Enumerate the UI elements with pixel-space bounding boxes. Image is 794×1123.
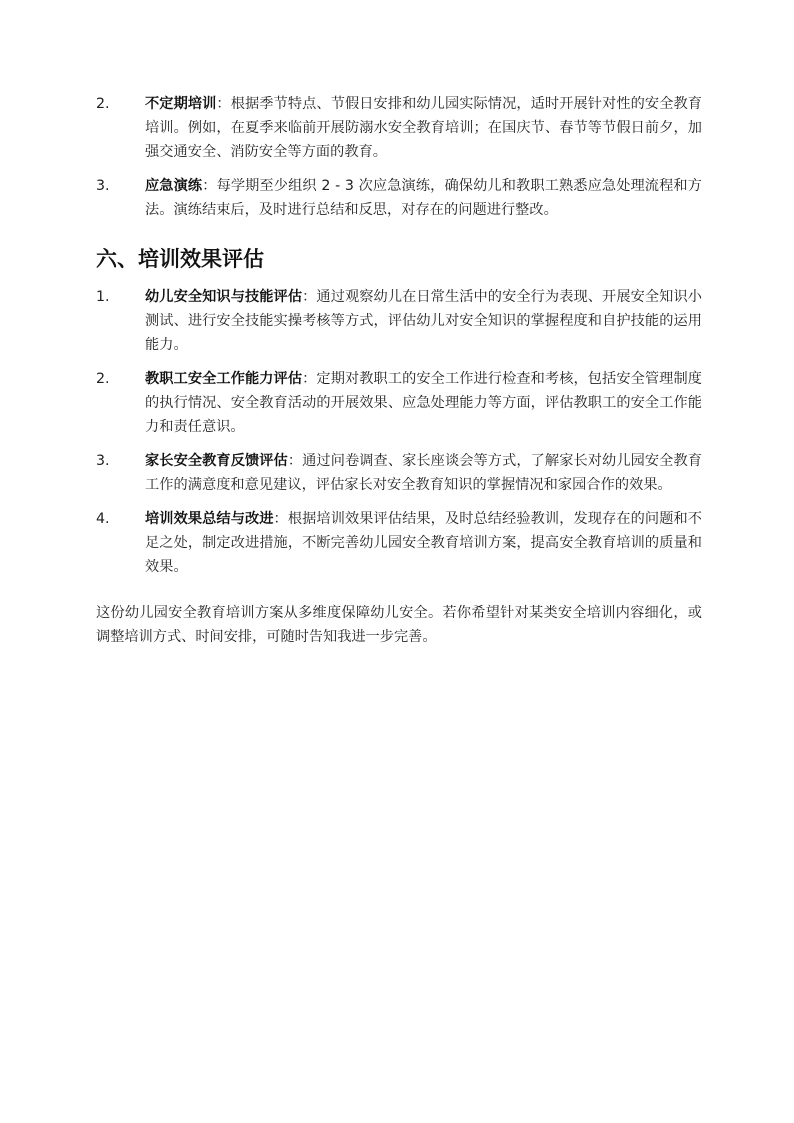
list-item-separator: ： <box>216 96 231 112</box>
list-item-body <box>145 285 702 357</box>
evaluation-list <box>96 285 702 589</box>
list-item-text: 根据培训效果评估结果，及时总结经验教训，发现存在的问题和不足之处，制定改进措施，不断完善幼儿园安全教育培训方案，提高安全教育培训的质量和效果。 <box>145 511 702 575</box>
list-item-separator: ： <box>302 371 317 387</box>
list-item-title: 不定期培训 <box>145 96 217 112</box>
list-item-body <box>145 92 702 164</box>
list-item-number: 2. <box>96 96 110 112</box>
list-item <box>96 449 702 497</box>
list-item-number: 1. <box>96 289 110 305</box>
list-item-body <box>145 507 702 579</box>
list-item-text: 每学期至少组织 2 - 3 次应急演练，确保幼儿和教职工熟悉应急处理流程和方法。演练结束后，及时进行总结和反思，对存在的问题进行整改。 <box>145 178 702 218</box>
list-item-separator: ： <box>202 178 217 194</box>
list-item-number: 3. <box>96 178 110 194</box>
closing-paragraph: 这份幼儿园安全教育培训方案从多维度保障幼儿安全。若你希望针对某类安全培训内容细化，或调整培训方式、时间安排，可随时告知我进一步完善。 <box>96 605 702 645</box>
list-item-text: 通过观察幼儿在日常生活中的安全行为表现、开展安全知识小测试、进行安全技能实操考核等方式，评估幼儿对安全知识的掌握程度和自护技能的运用能力。 <box>145 289 702 353</box>
training-schedule-list <box>96 92 702 232</box>
list-item <box>96 285 702 357</box>
list-item <box>96 507 702 579</box>
list-item-title: 培训效果总结与改进 <box>145 511 274 527</box>
list-item-title: 教职工安全工作能力评估 <box>145 371 303 387</box>
list-item-title: 应急演练 <box>145 178 203 194</box>
list-item <box>96 92 702 164</box>
list-item <box>96 367 702 439</box>
list-item-number: 2. <box>96 371 110 387</box>
list-item-title: 家长安全教育反馈评估 <box>145 453 288 469</box>
list-item-separator: ： <box>273 511 288 527</box>
list-item-body <box>145 449 702 497</box>
list-item-separator: ： <box>287 453 303 469</box>
list-item-body <box>145 367 702 439</box>
list-item-title: 幼儿安全知识与技能评估 <box>145 289 303 305</box>
section-heading: 六、培训效果评估 <box>96 247 264 271</box>
list-item-text: 通过问卷调查、家长座谈会等方式，了解家长对幼儿园安全教育工作的满意度和意见建议，评估家长对安全教育知识的掌握情况和家园合作的效果。 <box>145 453 702 493</box>
list-item <box>96 174 702 222</box>
list-item-number: 3. <box>96 453 110 469</box>
list-item-separator: ： <box>302 289 317 305</box>
list-item-body <box>145 174 702 222</box>
list-item-text: 根据季节特点、节假日安排和幼儿园实际情况，适时开展针对性的安全教育培训。例如，在夏季来临前开展防溺水安全教育培训；在国庆节、春节等节假日前夕，加强交通安全、消防安全等方面的教育。 <box>145 96 702 160</box>
list-item-number: 4. <box>96 511 110 527</box>
list-item-text: 定期对教职工的安全工作进行检查和考核，包括安全管理制度的执行情况、安全教育活动的开展效果、应急处理能力等方面，评估教职工的安全工作能力和责任意识。 <box>145 371 702 435</box>
